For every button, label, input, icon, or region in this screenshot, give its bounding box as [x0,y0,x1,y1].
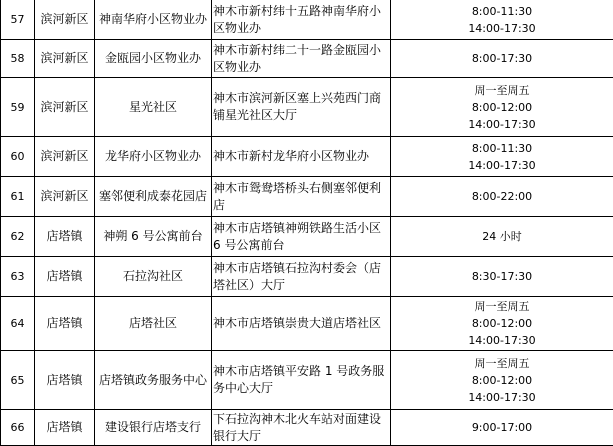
row-number: 61 [1,177,35,217]
row-hours [391,40,613,78]
row-name: 神南华府小区物业办 [95,0,212,40]
row-address: 下石拉沟神木北火车站对面建设银行大厅 [212,410,391,446]
row-district: 滨河新区 [35,78,95,137]
hours-line: 8:00-11:30 [471,141,533,155]
hours-line: 8:00-22:00 [471,190,533,203]
row-hours [391,351,613,410]
row-number: 66 [1,410,35,446]
table-row [1,217,613,257]
hours-line: 8:00-12:00 [471,317,533,330]
hours-line: 14:00-17:30 [468,117,536,131]
row-number: 59 [1,78,35,137]
row-hours [391,0,613,40]
row-address: 神木市店塔镇石拉沟村委会（店塔社区）大厅 [212,257,391,297]
row-address: 神木市鸳鸯塔桥头右侧塞邻便利店 [212,177,391,217]
row-name: 店塔镇政务服务中心 [95,351,212,410]
table-row [1,351,613,410]
hours-line: 周一至周五 [474,83,530,97]
row-district: 店塔镇 [35,297,95,351]
row-number: 57 [1,0,35,40]
row-district: 店塔镇 [35,351,95,410]
table-row [1,177,613,217]
row-hours [391,410,613,446]
hours-line: 14:00-17:30 [468,158,536,172]
row-name: 塞邻便利成泰花园店 [95,177,212,217]
hours-line: 周一至周五 [474,356,530,370]
row-name: 神朔 6 号公寓前台 [95,217,212,257]
hours-line: 8:00-17:30 [471,52,533,65]
table-row [1,297,613,351]
row-district: 滨河新区 [35,40,95,78]
hours-line: 8:00-12:00 [471,373,533,387]
row-number: 63 [1,257,35,297]
row-name: 星光社区 [95,78,212,137]
table-row [1,137,613,177]
hours-line: 8:30-17:30 [471,270,533,283]
row-hours [391,217,613,257]
table-row [1,0,613,40]
row-district: 店塔镇 [35,410,95,446]
hours-line: 24 小时 [482,230,522,243]
hours-line: 周一至周五 [474,300,530,313]
table-row [1,78,613,137]
table-row [1,40,613,78]
row-hours [391,137,613,177]
row-number: 58 [1,40,35,78]
row-hours [391,257,613,297]
row-name: 建设银行店塔支行 [95,410,212,446]
row-address: 神木市新村纬二十一路金瓯园小区物业办 [212,40,391,78]
row-district: 店塔镇 [35,257,95,297]
row-number: 64 [1,297,35,351]
row-address: 神木市新村纬十五路神南华府小区物业办 [212,0,391,40]
row-name: 石拉沟社区 [95,257,212,297]
row-name: 店塔社区 [95,297,212,351]
hours-line: 14:00-17:30 [468,21,536,35]
row-district: 滨河新区 [35,137,95,177]
row-address: 神木市店塔镇平安路 1 号政务服务中心大厅 [212,351,391,410]
row-district: 滨河新区 [35,0,95,40]
hours-line: 14:00-17:30 [468,390,536,404]
row-district: 店塔镇 [35,217,95,257]
hours-line: 8:00-11:30 [471,4,533,18]
table-row [1,410,613,446]
row-number: 65 [1,351,35,410]
row-hours [391,297,613,351]
row-address: 神木市店塔镇崇贵大道店塔社区 [212,297,391,351]
row-district: 滨河新区 [35,177,95,217]
row-hours [391,78,613,137]
hours-line: 8:00-12:00 [471,100,533,114]
row-name: 金瓯园小区物业办 [95,40,212,78]
hours-line: 9:00-17:00 [471,421,533,434]
row-number: 62 [1,217,35,257]
row-address: 神木市滨河新区塞上兴苑西门商铺星光社区大厅 [212,78,391,137]
row-address: 神木市新村龙华府小区物业办 [212,137,391,177]
row-address: 神木市店塔镇神朔铁路生活小区 6 号公寓前台 [212,217,391,257]
row-number: 60 [1,137,35,177]
row-name: 龙华府小区物业办 [95,137,212,177]
table-row [1,257,613,297]
row-hours [391,177,613,217]
hours-line: 14:00-17:30 [468,334,536,347]
